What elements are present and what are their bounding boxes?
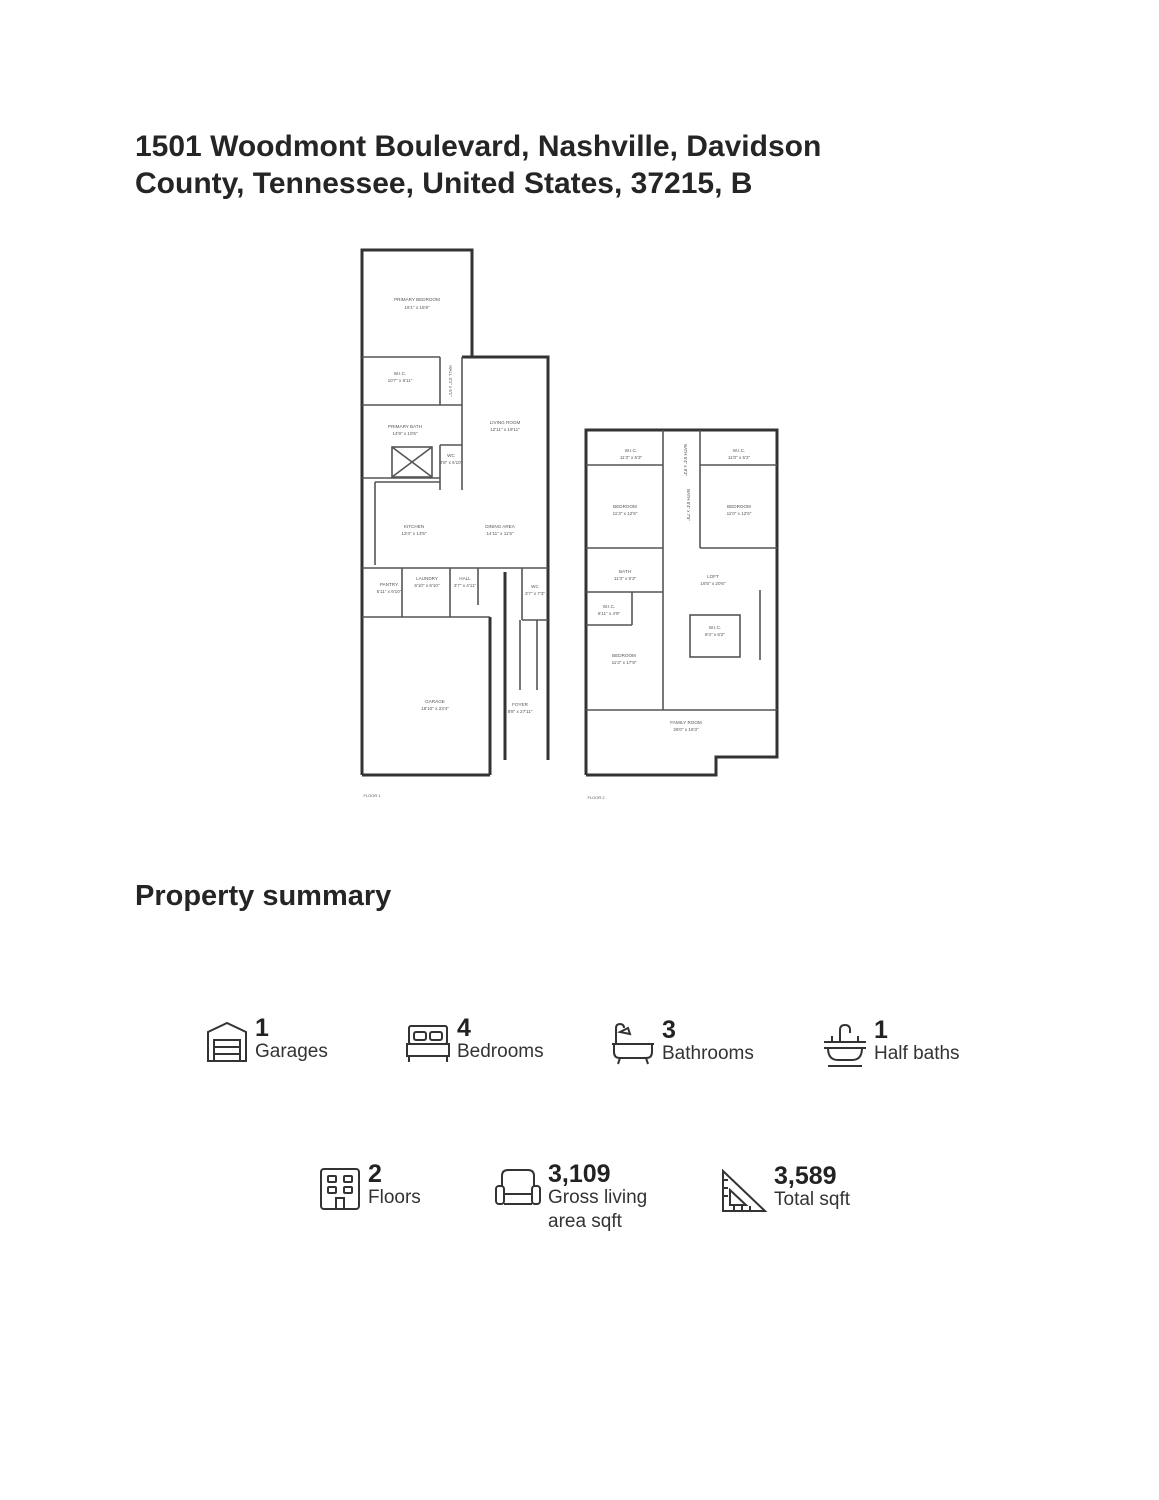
stat-garages [205, 1016, 328, 1064]
svg-text:8'4" x 6'2": 8'4" x 6'2" [704, 632, 726, 637]
building-icon [318, 1166, 362, 1212]
stat-value: 1 [874, 1016, 888, 1044]
svg-text:W.I.C.: W.I.C. [602, 604, 616, 609]
stat-label: Gross living area sqft [548, 1187, 648, 1232]
svg-text:BEDROOM: BEDROOM [727, 504, 751, 509]
stat-total-sqft [720, 1164, 850, 1214]
svg-text:HALL: HALL [459, 576, 471, 581]
stat-label: Garages [255, 1041, 328, 1062]
svg-text:LAUNDRY: LAUNDRY [416, 576, 438, 581]
svg-text:FLOOR 2: FLOOR 2 [587, 795, 605, 800]
stat-label: Total sqft [774, 1189, 851, 1210]
svg-text:PANTRY: PANTRY [379, 582, 399, 587]
bathtub-icon [610, 1022, 656, 1066]
svg-text:26'0" x 16'3": 26'0" x 16'3" [673, 727, 699, 732]
svg-text:3'7" x 4'11": 3'7" x 4'11" [453, 583, 477, 588]
stat-label: Bedrooms [457, 1041, 544, 1062]
svg-text:FAMILY ROOM: FAMILY ROOM [670, 720, 702, 725]
svg-text:12'11" x 19'11": 12'11" x 19'11" [490, 427, 520, 432]
stat-label: Bathrooms [662, 1043, 754, 1064]
svg-text:16'1" x 15'9": 16'1" x 15'9" [404, 305, 430, 310]
stat-value: 1 [255, 1014, 269, 1042]
svg-text:BEDROOM: BEDROOM [613, 504, 637, 509]
svg-text:11'0" x 12'5": 11'0" x 12'5" [726, 511, 752, 516]
svg-text:13'4" x 13'5": 13'4" x 13'5" [401, 531, 427, 536]
stat-bedrooms [405, 1016, 544, 1064]
svg-text:W.I.C.: W.I.C. [624, 448, 638, 453]
summary-title: Property summary [135, 880, 392, 912]
svg-text:10'7" x 6'11": 10'7" x 6'11" [387, 378, 413, 383]
svg-text:14'9" x 10'5": 14'9" x 10'5" [392, 431, 418, 436]
svg-text:BATH: BATH [619, 569, 631, 574]
address-line-2: County, Tennessee, United States, 37215, B [135, 167, 753, 200]
stat-value: 3 [662, 1016, 676, 1044]
svg-text:WC: WC [447, 453, 455, 458]
bed-icon [405, 1020, 451, 1064]
stat-label: Half baths [874, 1043, 960, 1064]
svg-text:WC: WC [531, 584, 539, 589]
svg-text:6'11" x 4'9": 6'11" x 4'9" [597, 611, 621, 616]
stat-value: 3,109 [548, 1160, 611, 1188]
svg-text:GARAGE: GARAGE [425, 699, 445, 704]
sink-icon [822, 1022, 868, 1068]
stat-half-baths [822, 1018, 960, 1068]
stat-gross-living-area [494, 1162, 678, 1234]
stat-value: 4 [457, 1014, 471, 1042]
stat-bathrooms [610, 1018, 754, 1066]
svg-text:8'8" x 27'11": 8'8" x 27'11" [507, 709, 533, 714]
sofa-icon [494, 1166, 542, 1210]
svg-text:PRIMARY BATH: PRIMARY BATH [388, 424, 422, 429]
svg-text:3'8" x 5'10": 3'8" x 5'10" [439, 460, 463, 465]
svg-text:11'3" x 5'3": 11'3" x 5'3" [619, 455, 643, 460]
svg-text:11'3" x 12'5": 11'3" x 12'5" [612, 511, 638, 516]
svg-text:W.I.C.: W.I.C. [393, 371, 407, 376]
stat-value: 2 [368, 1160, 382, 1188]
svg-text:DINING AREA: DINING AREA [485, 524, 515, 529]
svg-text:11'0" x 5'2": 11'0" x 5'2" [727, 455, 751, 460]
svg-text:6'10" x 6'10": 6'10" x 6'10" [414, 583, 440, 588]
stat-value: 3,589 [774, 1162, 837, 1190]
svg-text:16'5" x 20'6": 16'5" x 20'6" [700, 581, 726, 586]
svg-text:11'3" x 5'3": 11'3" x 5'3" [613, 576, 637, 581]
svg-text:BATH 5'4" x 7'5": BATH 5'4" x 7'5" [686, 489, 691, 521]
address-title [135, 128, 855, 202]
stat-floors [318, 1162, 421, 1212]
svg-text:LIVING ROOM: LIVING ROOM [489, 420, 521, 425]
svg-text:W.I.C.: W.I.C. [732, 448, 746, 453]
svg-text:LOFT: LOFT [707, 574, 719, 579]
garage-icon [205, 1020, 249, 1064]
svg-text:5'11" x 6'10": 5'11" x 6'10" [376, 589, 402, 594]
svg-text:KITCHEN: KITCHEN [403, 524, 425, 529]
svg-text:11'3" x 17'9": 11'3" x 17'9" [611, 660, 637, 665]
floor-plan [345, 240, 795, 805]
svg-text:HALL 3'1" x 6'1": HALL 3'1" x 6'1" [448, 365, 453, 397]
stat-label: Floors [368, 1187, 421, 1208]
svg-text:PRIMARY BEDROOM: PRIMARY BEDROOM [394, 297, 440, 302]
svg-text:3'7" x 7'3": 3'7" x 7'3" [524, 591, 546, 596]
svg-text:BATH 5'4" x 8'3": BATH 5'4" x 8'3" [683, 444, 688, 476]
svg-text:FOYER: FOYER [512, 702, 528, 707]
address-line-1: 1501 Woodmont Boulevard, Nashville, Davidson [135, 130, 822, 163]
set-square-icon [720, 1168, 768, 1214]
svg-text:14'11" x 11'5": 14'11" x 11'5" [486, 531, 514, 536]
svg-text:FLOOR 1: FLOOR 1 [363, 793, 381, 798]
svg-text:W.I.C.: W.I.C. [708, 625, 722, 630]
svg-text:BEDROOM: BEDROOM [612, 653, 636, 658]
svg-text:18'10" x 23'4": 18'10" x 23'4" [421, 706, 449, 711]
